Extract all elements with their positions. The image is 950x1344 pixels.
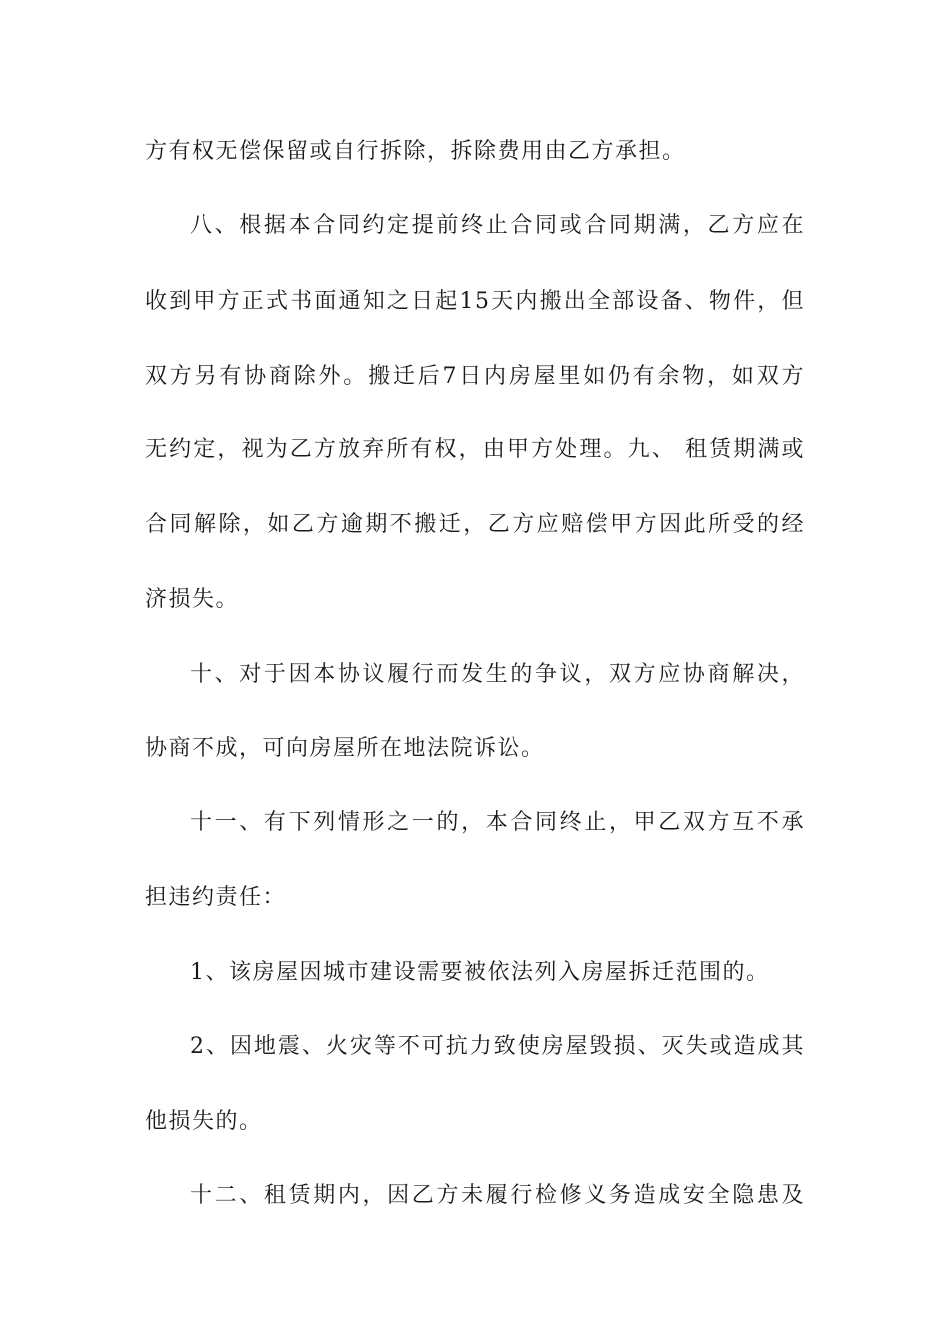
text-line-4: 双方另有协商除外。搬迁后7日内房屋里如仍有余物，如双方 <box>145 364 805 389</box>
text-line-5: 无约定，视为乙方放弃所有权，由甲方处理。九、 租赁期满或 <box>145 437 805 462</box>
text-line-14: 他损失的。 <box>145 1109 263 1134</box>
text-line-2: 八、根据本合同约定提前终止合同或合同期满，乙方应在 <box>190 213 805 238</box>
text-line-8: 十、对于因本协议履行而发生的争议，双方应协商解决， <box>190 662 805 687</box>
text-line-11: 担违约责任： <box>145 885 287 910</box>
text-line-13: 2、因地震、火灾等不可抗力致使房屋毁损、灭失或造成其 <box>190 1034 805 1059</box>
text-line-9: 协商不成，可向房屋所在地法院诉讼。 <box>145 736 545 761</box>
text-line-3: 收到甲方正式书面通知之日起15天内搬出全部设备、物件，但 <box>145 289 805 314</box>
text-line-15: 十二、租赁期内，因乙方未履行检修义务造成安全隐患及 <box>190 1183 805 1208</box>
text-line-12: 1、该房屋因城市建设需要被依法列入房屋拆迁范围的。 <box>190 960 770 985</box>
text-line-10: 十一、有下列情形之一的，本合同终止，甲乙双方互不承 <box>190 810 805 835</box>
text-line-6: 合同解除，如乙方逾期不搬迁，乙方应赔偿甲方因此所受的经 <box>145 512 805 537</box>
text-line-7: 济损失。 <box>145 587 240 612</box>
text-line-1: 方有权无偿保留或自行拆除，拆除费用由乙方承担。 <box>145 139 686 164</box>
